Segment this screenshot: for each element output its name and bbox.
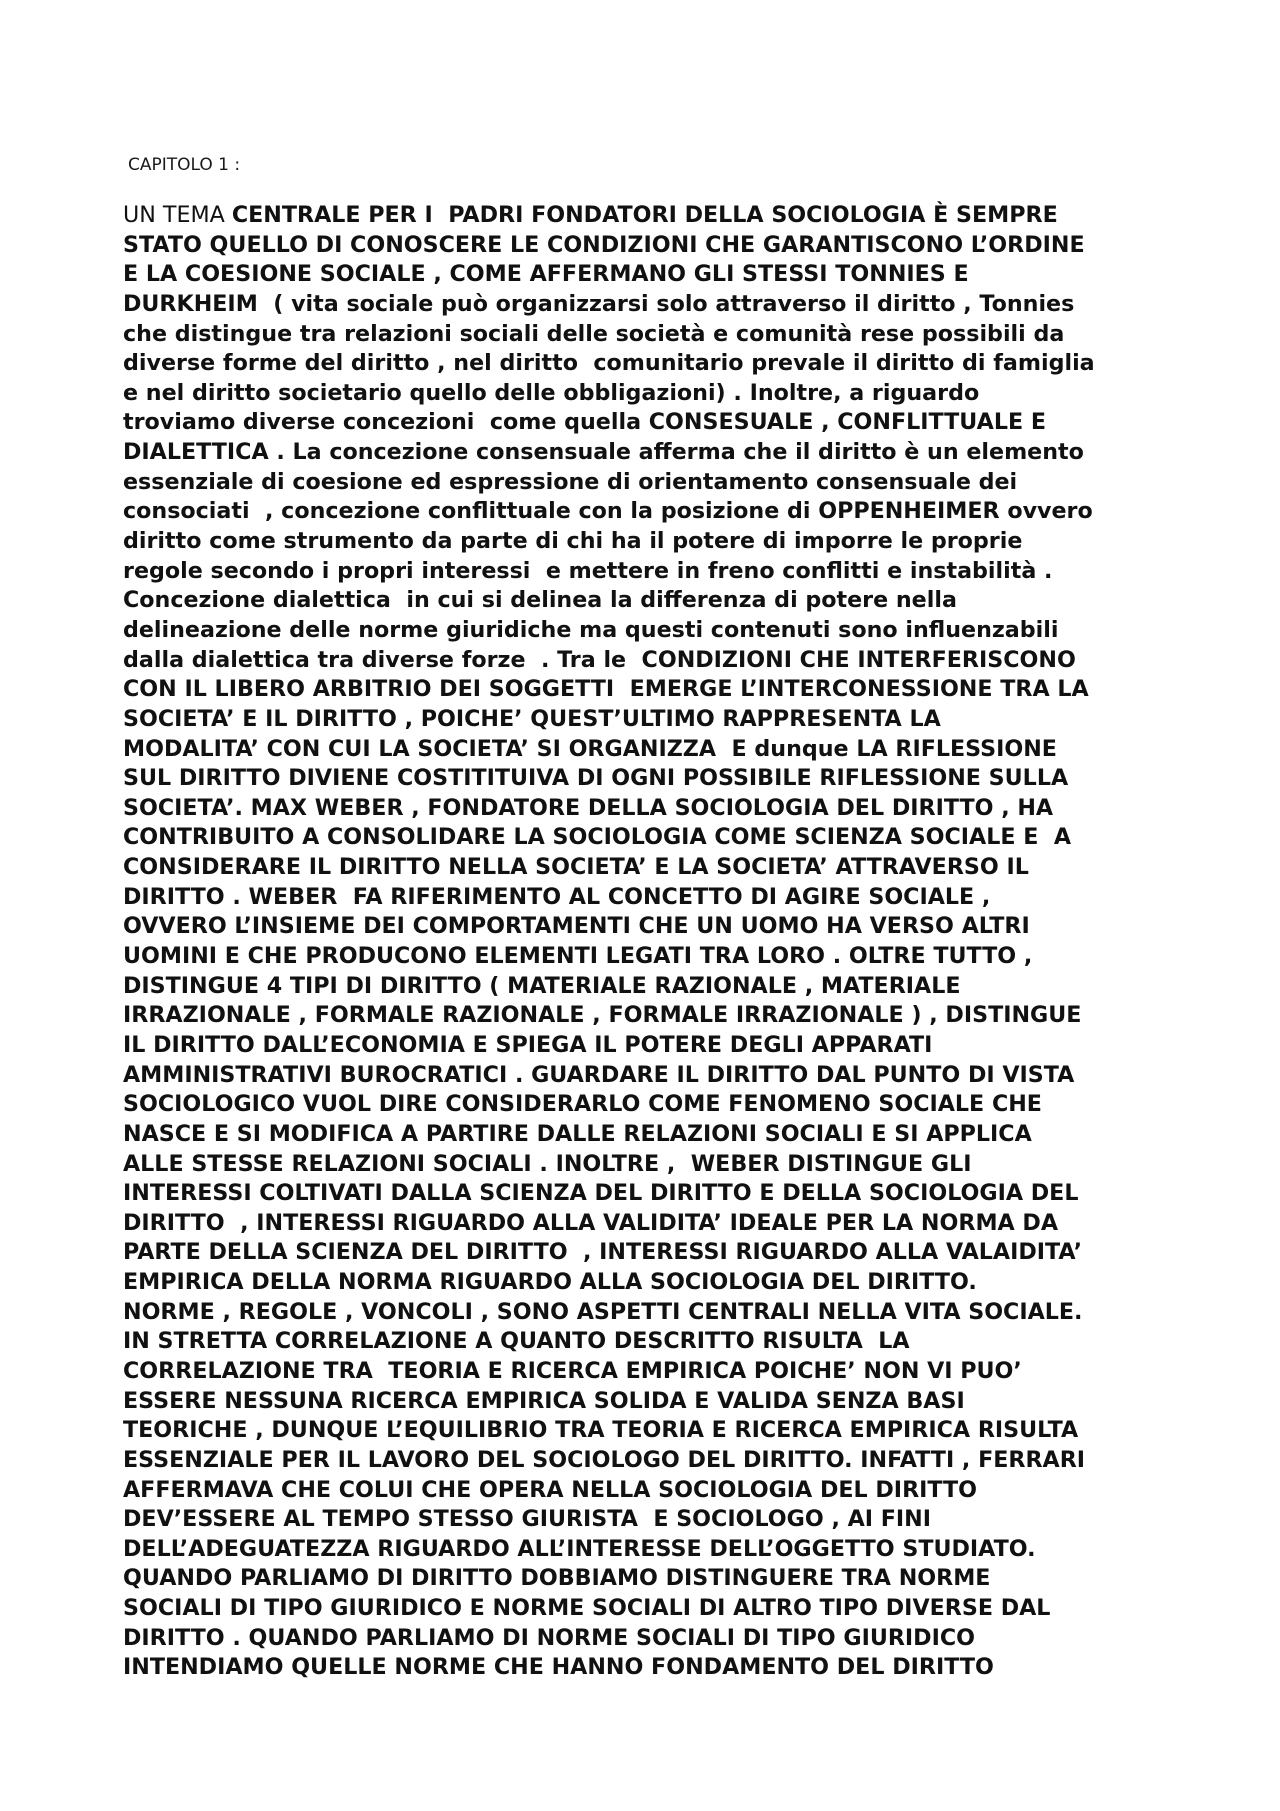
text-line: delineazione delle norme giuridiche ma questi contenuti sono influenzabili xyxy=(123,616,1059,643)
text-line: Concezione dialettica in cui si delinea la differenza di potere nella xyxy=(123,587,957,614)
text-line: SOCIALI DI TIPO GIURIDICO E NORME SOCIALI DI ALTRO TIPO DIVERSE DAL xyxy=(123,1595,1051,1622)
text-line: DEV’ESSERE AL TEMPO STESSO GIURISTA E SOCIOLOGO , AI FINI xyxy=(123,1506,931,1533)
text-line-lead: UN TEMA xyxy=(123,202,232,228)
text-line: IRRAZIONALE , FORMALE RAZIONALE , FORMALE IRRAZIONALE ) , DISTINGUE xyxy=(123,1002,1082,1029)
text-line: NORME , REGOLE , VONCOLI , SONO ASPETTI CENTRALI NELLA VITA SOCIALE. xyxy=(123,1298,1083,1325)
text-line: PARTE DELLA SCIENZA DEL DIRITTO , INTERESSI RIGUARDO ALLA VALAIDITA’ xyxy=(123,1239,1082,1266)
body-paragraph xyxy=(123,201,1183,1683)
text-line: CONTRIBUITO A CONSOLIDARE LA SOCIOLOGIA COME SCIENZA SOCIALE E A xyxy=(123,824,1072,851)
text-line: IN STRETTA CORRELAZIONE A QUANTO DESCRITTO RISULTA LA xyxy=(123,1328,910,1355)
text-line xyxy=(123,201,1183,231)
text-line: regole secondo i propri interessi e mettere in freno conflitti e instabilità . xyxy=(123,557,1053,584)
text-line: CORRELAZIONE TRA TEORIA E RICERCA EMPIRICA POICHE’ NON VI PUO’ xyxy=(123,1357,1022,1384)
text-line: NASCE E SI MODIFICA A PARTIRE DALLE RELAZIONI SOCIALI E SI APPLICA xyxy=(123,1120,1032,1147)
text-line: INTENDIAMO QUELLE NORME CHE HANNO FONDAMENTO DEL DIRITTO xyxy=(123,1654,994,1681)
text-line: QUANDO PARLIAMO DI DIRITTO DOBBIAMO DISTINGUERE TRA NORME xyxy=(123,1565,991,1592)
text-line: DIRITTO , INTERESSI RIGUARDO ALLA VALIDITA’ IDEALE PER LA NORMA DA xyxy=(123,1209,1059,1236)
text-line: AFFERMAVA CHE COLUI CHE OPERA NELLA SOCIOLOGIA DEL DIRITTO xyxy=(123,1476,978,1503)
chapter-heading: CAPITOLO 1 : xyxy=(128,155,241,175)
text-line: consociati , concezione conflittuale con la posizione di OPPENHEIMER ovvero xyxy=(123,498,1093,525)
text-line: che distingue tra relazioni sociali delle società e comunità rese possibili da xyxy=(123,320,1065,347)
text-line: IL DIRITTO DALL’ECONOMIA E SPIEGA IL POTERE DEGLI APPARATI xyxy=(123,1031,933,1058)
text-line: ALLE STESSE RELAZIONI SOCIALI . INOLTRE , WEBER DISTINGUE GLI xyxy=(123,1150,972,1177)
text-line: INTERESSI COLTIVATI DALLA SCIENZA DEL DIRITTO E DELLA SOCIOLOGIA DEL xyxy=(123,1180,1079,1207)
text-line: diritto come strumento da parte di chi ha il potere di imporre le proprie xyxy=(123,528,1023,555)
text-line: MODALITA’ CON CUI LA SOCIETA’ SI ORGANIZZA E dunque LA RIFLESSIONE xyxy=(123,735,1057,762)
text-line: DIRITTO . WEBER FA RIFERIMENTO AL CONCETTO DI AGIRE SOCIALE , xyxy=(123,883,991,910)
text-line: DIALETTICA . La concezione consensuale afferma che il diritto è un elemento xyxy=(123,439,1084,466)
text-line: DURKHEIM ( vita sociale può organizzarsi solo attraverso il diritto , Tonnies xyxy=(123,290,1075,317)
text-line: CON IL LIBERO ARBITRIO DEI SOGGETTI EMERGE L’INTERCONESSIONE TRA LA xyxy=(123,676,1089,703)
text-line: SUL DIRITTO DIVIENE COSTITITUIVA DI OGNI POSSIBILE RIFLESSIONE SULLA xyxy=(123,765,1069,792)
text-line-rest: CENTRALE PER I PADRI FONDATORI DELLA SOCIOLOGIA È SEMPRE xyxy=(231,202,1058,228)
text-line: troviamo diverse concezioni come quella CONSESUALE , CONFLITTUALE E xyxy=(123,409,1046,436)
text-line: STATO QUELLO DI CONOSCERE LE CONDIZIONI CHE GARANTISCONO L’ORDINE xyxy=(123,231,1085,258)
text-line: E LA COESIONE SOCIALE , COME AFFERMANO GLI STESSI TONNIES E xyxy=(123,261,969,288)
text-line: SOCIETA’. MAX WEBER , FONDATORE DELLA SOCIOLOGIA DEL DIRITTO , HA xyxy=(123,794,1054,821)
text-line: AMMINISTRATIVI BUROCRATICI . GUARDARE IL DIRITTO DAL PUNTO DI VISTA xyxy=(123,1061,1075,1088)
text-line: TEORICHE , DUNQUE L’EQUILIBRIO TRA TEORIA E RICERCA EMPIRICA RISULTA xyxy=(123,1417,1079,1444)
text-line: e nel diritto societario quello delle obbligazioni) . Inoltre, a riguardo xyxy=(123,379,980,406)
text-line: CONSIDERARE IL DIRITTO NELLA SOCIETA’ E LA SOCIETA’ ATTRAVERSO IL xyxy=(123,854,1029,881)
text-line: essenziale di coesione ed espressione di orientamento consensuale dei xyxy=(123,468,1018,495)
text-line: UOMINI E CHE PRODUCONO ELEMENTI LEGATI TRA LORO . OLTRE TUTTO , xyxy=(123,943,1033,970)
text-line: ESSERE NESSUNA RICERCA EMPIRICA SOLIDA E VALIDA SENZA BASI xyxy=(123,1387,965,1414)
text-line: SOCIETA’ E IL DIRITTO , POICHE’ QUEST’ULTIMO RAPPRESENTA LA xyxy=(123,705,941,732)
text-line: EMPIRICA DELLA NORMA RIGUARDO ALLA SOCIOLOGIA DEL DIRITTO. xyxy=(123,1269,977,1296)
text-line: OVVERO L’INSIEME DEI COMPORTAMENTI CHE UN UOMO HA VERSO ALTRI xyxy=(123,913,1030,940)
text-line: ESSENZIALE PER IL LAVORO DEL SOCIOLOGO DEL DIRITTO. INFATTI , FERRARI xyxy=(123,1446,1086,1473)
text-line: DELL’ADEGUATEZZA RIGUARDO ALL’INTERESSE DELL’OGGETTO STUDIATO. xyxy=(123,1535,1036,1562)
text-line: DISTINGUE 4 TIPI DI DIRITTO ( MATERIALE RAZIONALE , MATERIALE xyxy=(123,972,961,999)
text-line: DIRITTO . QUANDO PARLIAMO DI NORME SOCIALI DI TIPO GIURIDICO xyxy=(123,1624,975,1651)
text-line: dalla dialettica tra diverse forze . Tra le CONDIZIONI CHE INTERFERISCONO xyxy=(123,646,1076,673)
text-line: SOCIOLOGICO VUOL DIRE CONSIDERARLO COME FENOMENO SOCIALE CHE xyxy=(123,1091,1042,1118)
text-line: diverse forme del diritto , nel diritto comunitario prevale il diritto di famiglia xyxy=(123,350,1095,377)
